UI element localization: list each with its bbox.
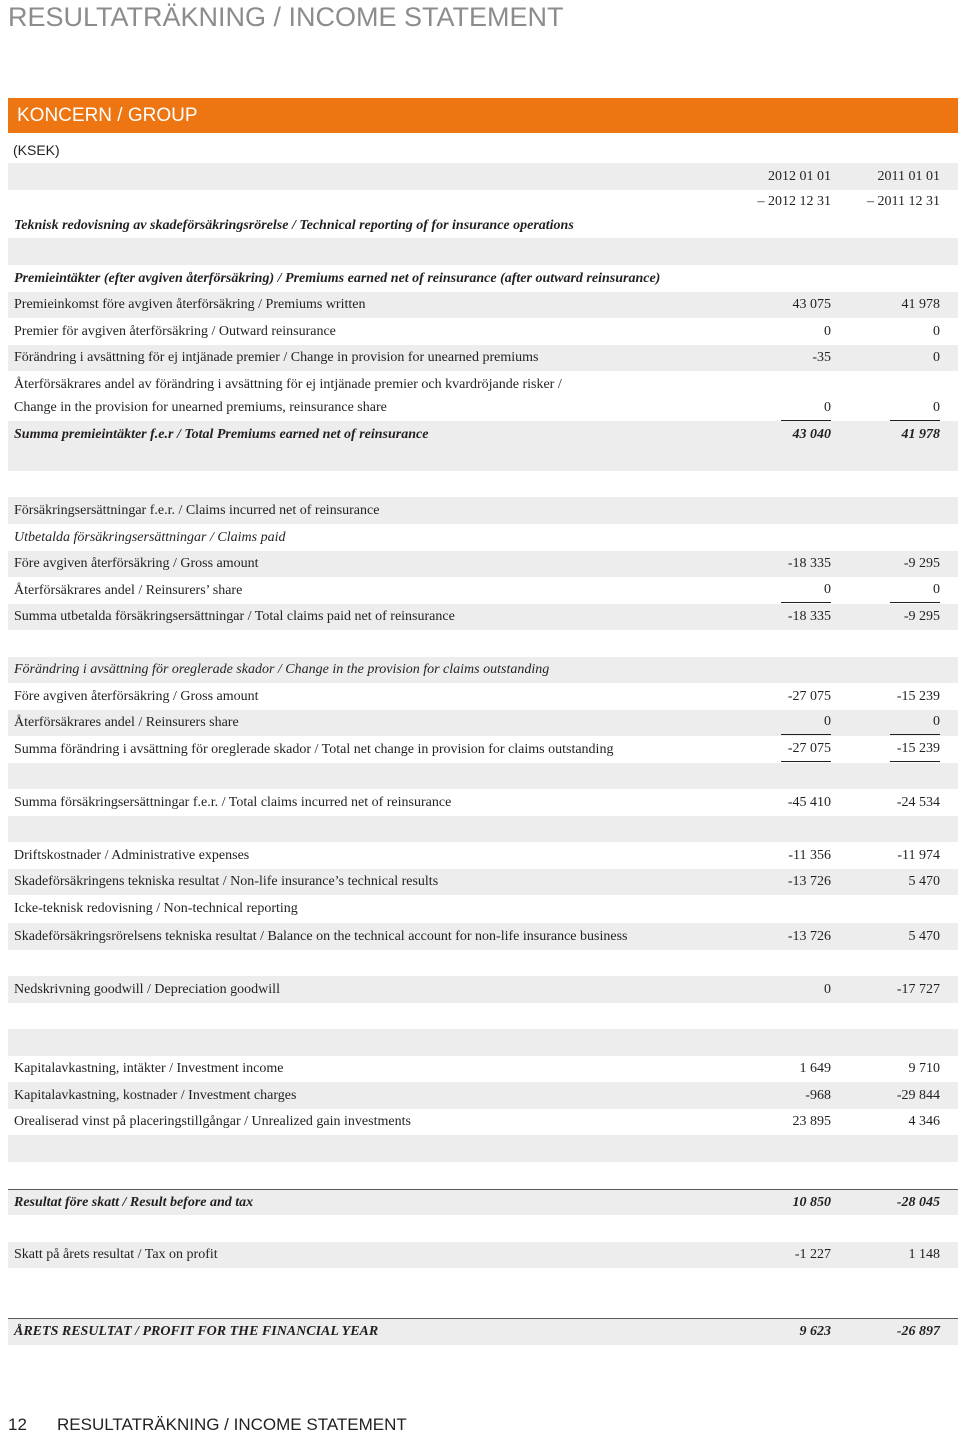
value-2012: 43 075 [792,297,831,312]
period-2011-end: – 2011 12 31 [867,194,940,209]
page-number: 12 [8,1415,27,1434]
value-2012: 0 [781,395,831,421]
section-heading-row [8,265,958,292]
subtotal-row [8,736,958,763]
value-2011: -15 239 [890,736,940,762]
subtotal-row [8,604,958,630]
spacer-row [8,238,958,265]
subsection-heading-row [8,524,958,551]
value-2012: -18 335 [787,556,831,571]
row-label: Skatt på årets resultat / Tax on profit [14,1247,218,1262]
row-label: Premieintäkter (efter avgiven återförsäkring) / Premiums earned net of reinsurance (after outward reinsurance) [14,271,661,286]
spacer-row [8,1135,958,1162]
total-row [8,421,958,448]
row-label: Återförsäkrares andel av förändring i avsättning för ej intjänade premier och kvardröjande risker / [14,377,562,392]
row-label: Teknisk redovisning av skadeförsäkringsrörelse / Technical reporting of for insurance operations [14,218,574,233]
spacer-row [8,950,958,976]
page-footer [0,1416,960,1434]
subsection-heading-row [8,657,958,683]
value-2011: -26 897 [896,1324,940,1339]
value-2012: 43 040 [792,427,831,442]
table-row [8,842,958,869]
table-row [8,577,958,604]
row-label: ÅRETS RESULTAT / PROFIT FOR THE FINANCIAL YEAR [14,1324,379,1339]
value-2011: 0 [933,324,940,339]
value-2011: -17 727 [896,982,940,997]
row-label: Kapitalavkastning, intäkter / Investment income [14,1061,284,1076]
period-2012-end: – 2012 12 31 [757,194,831,209]
value-2011: 4 346 [908,1114,940,1129]
total-row [8,789,958,816]
row-label: Före avgiven återförsäkring / Gross amount [14,556,259,571]
row-label: Före avgiven återförsäkring / Gross amount [14,689,259,704]
period-2012-start: 2012 01 01 [768,169,831,184]
row-label: Icke-teknisk redovisning / Non-technical reporting [14,901,298,916]
section-banner [8,98,958,133]
spacer-row [8,763,958,789]
row-label: Förändring i avsättning för ej intjänade premier / Change in provision for unearned premiums [14,350,539,365]
table-row [8,976,958,1003]
section-banner-title: KONCERN / GROUP [17,105,198,126]
value-2012: 0 [824,982,831,997]
value-2012: 0 [781,710,831,735]
row-label: Resultat före skatt / Result before and tax [14,1195,254,1210]
value-2011: -11 974 [897,848,940,863]
value-2011: 0 [933,350,940,365]
spacer-row [8,1003,958,1029]
value-2012: -35 [812,350,831,365]
table-row [8,371,958,421]
value-2011: -24 534 [896,795,940,810]
table-row [8,1056,958,1082]
value-2012: 10 850 [792,1195,831,1210]
period-header-row [8,163,958,190]
value-2012: -11 356 [788,848,831,863]
spacer-row [8,816,958,842]
period-2011-start: 2011 01 01 [877,169,940,184]
row-label: Förändring i avsättning för oreglerade skador / Change in the provision for claims outstanding [14,662,550,677]
table-row [8,1109,958,1135]
row-label: Återförsäkrares andel / Reinsurers share [14,715,239,730]
value-2012: -13 726 [787,874,831,889]
row-label: Skadeförsäkringsrörelsens tekniska resultat / Balance on the technical account for non-life insurance business [14,929,628,944]
row-label: Återförsäkrares andel / Reinsurers’ share [14,583,243,598]
row-label: Summa försäkringsersättningar f.e.r. / Total claims incurred net of reinsurance [14,795,452,810]
value-2011: -28 045 [896,1195,940,1210]
table-row [8,551,958,577]
value-2011: 41 978 [901,427,940,442]
value-2011: -15 239 [896,689,940,704]
row-label-line2: Change in the provision for unearned premiums, reinsurance share [14,400,387,415]
value-2011: -29 844 [896,1088,940,1103]
value-2012: -27 075 [781,736,831,762]
row-label: Kapitalavkastning, kostnader / Investment charges [14,1088,297,1103]
value-2011: -9 295 [903,556,940,571]
value-2012: -45 410 [787,795,831,810]
row-label: Driftskostnader / Administrative expenses [14,848,250,863]
value-2012: 23 895 [792,1114,831,1129]
table-row [8,318,958,345]
row-label: Summa förändring i avsättning för oreglerade skador / Total net change in provision for claims outstanding [14,742,614,757]
value-2012: 1 649 [799,1061,831,1076]
row-label: Summa premieintäkter f.e.r / Total Premiums earned net of reinsurance [14,427,429,442]
table-row [8,1242,958,1268]
table-row [8,869,958,895]
value-2012: -27 075 [787,689,831,704]
grand-total-row [8,1318,958,1345]
value-2011: 5 470 [908,874,940,889]
row-label: Orealiserad vinst på placeringstillgångar / Unrealized gain investments [14,1114,411,1129]
section-heading-row [8,895,958,923]
period-header-row [8,190,958,214]
row-label: Nedskrivning goodwill / Depreciation goodwill [14,982,280,997]
value-2011: 0 [890,577,940,603]
table-row [8,1082,958,1109]
row-label: Utbetalda försäkringsersättningar / Claims paid [14,530,286,545]
row-label: Summa utbetalda försäkringsersättningar / Total claims paid net of reinsurance [14,609,455,624]
value-2011: 0 [890,710,940,735]
value-2011: 0 [890,395,940,421]
value-2012: -13 726 [787,929,831,944]
spacer-row [8,471,958,497]
value-2011: 41 978 [901,297,940,312]
spacer-row [8,1215,958,1242]
page-title: RESULTATRÄKNING / INCOME STATEMENT [8,2,564,32]
section-heading-row [8,214,958,238]
footer-title: RESULTATRÄKNING / INCOME STATEMENT [57,1415,407,1434]
row-label: Försäkringsersättningar f.e.r. / Claims incurred net of reinsurance [14,503,380,518]
row-label: Skadeförsäkringens tekniska resultat / Non-life insurance’s technical results [14,874,439,889]
table-row [8,683,958,710]
spacer-row [8,630,958,657]
currency-unit: (KSEK) [13,142,60,158]
spacer-row [8,1268,958,1318]
spacer-row [8,448,958,471]
value-2011: -9 295 [903,609,940,624]
value-2012: 9 623 [799,1324,831,1339]
table-row [8,923,958,950]
table-row [8,710,958,736]
value-2012: -18 335 [787,609,831,624]
table-row [8,345,958,371]
value-2011: 1 148 [908,1247,940,1262]
spacer-row [8,1029,958,1056]
value-2012: -968 [805,1088,831,1103]
value-2011: 5 470 [908,929,940,944]
row-label: Premier för avgiven återförsäkring / Outward reinsurance [14,324,336,339]
value-2012: -1 227 [794,1247,831,1262]
total-row [8,1189,958,1215]
value-2012: 0 [824,324,831,339]
spacer-row [8,1162,958,1189]
value-2011: 9 710 [908,1061,940,1076]
row-label: Premieinkomst före avgiven återförsäkring / Premiums written [14,297,366,312]
table-row [8,292,958,318]
value-2012: 0 [781,577,831,603]
section-heading-row [8,497,958,524]
